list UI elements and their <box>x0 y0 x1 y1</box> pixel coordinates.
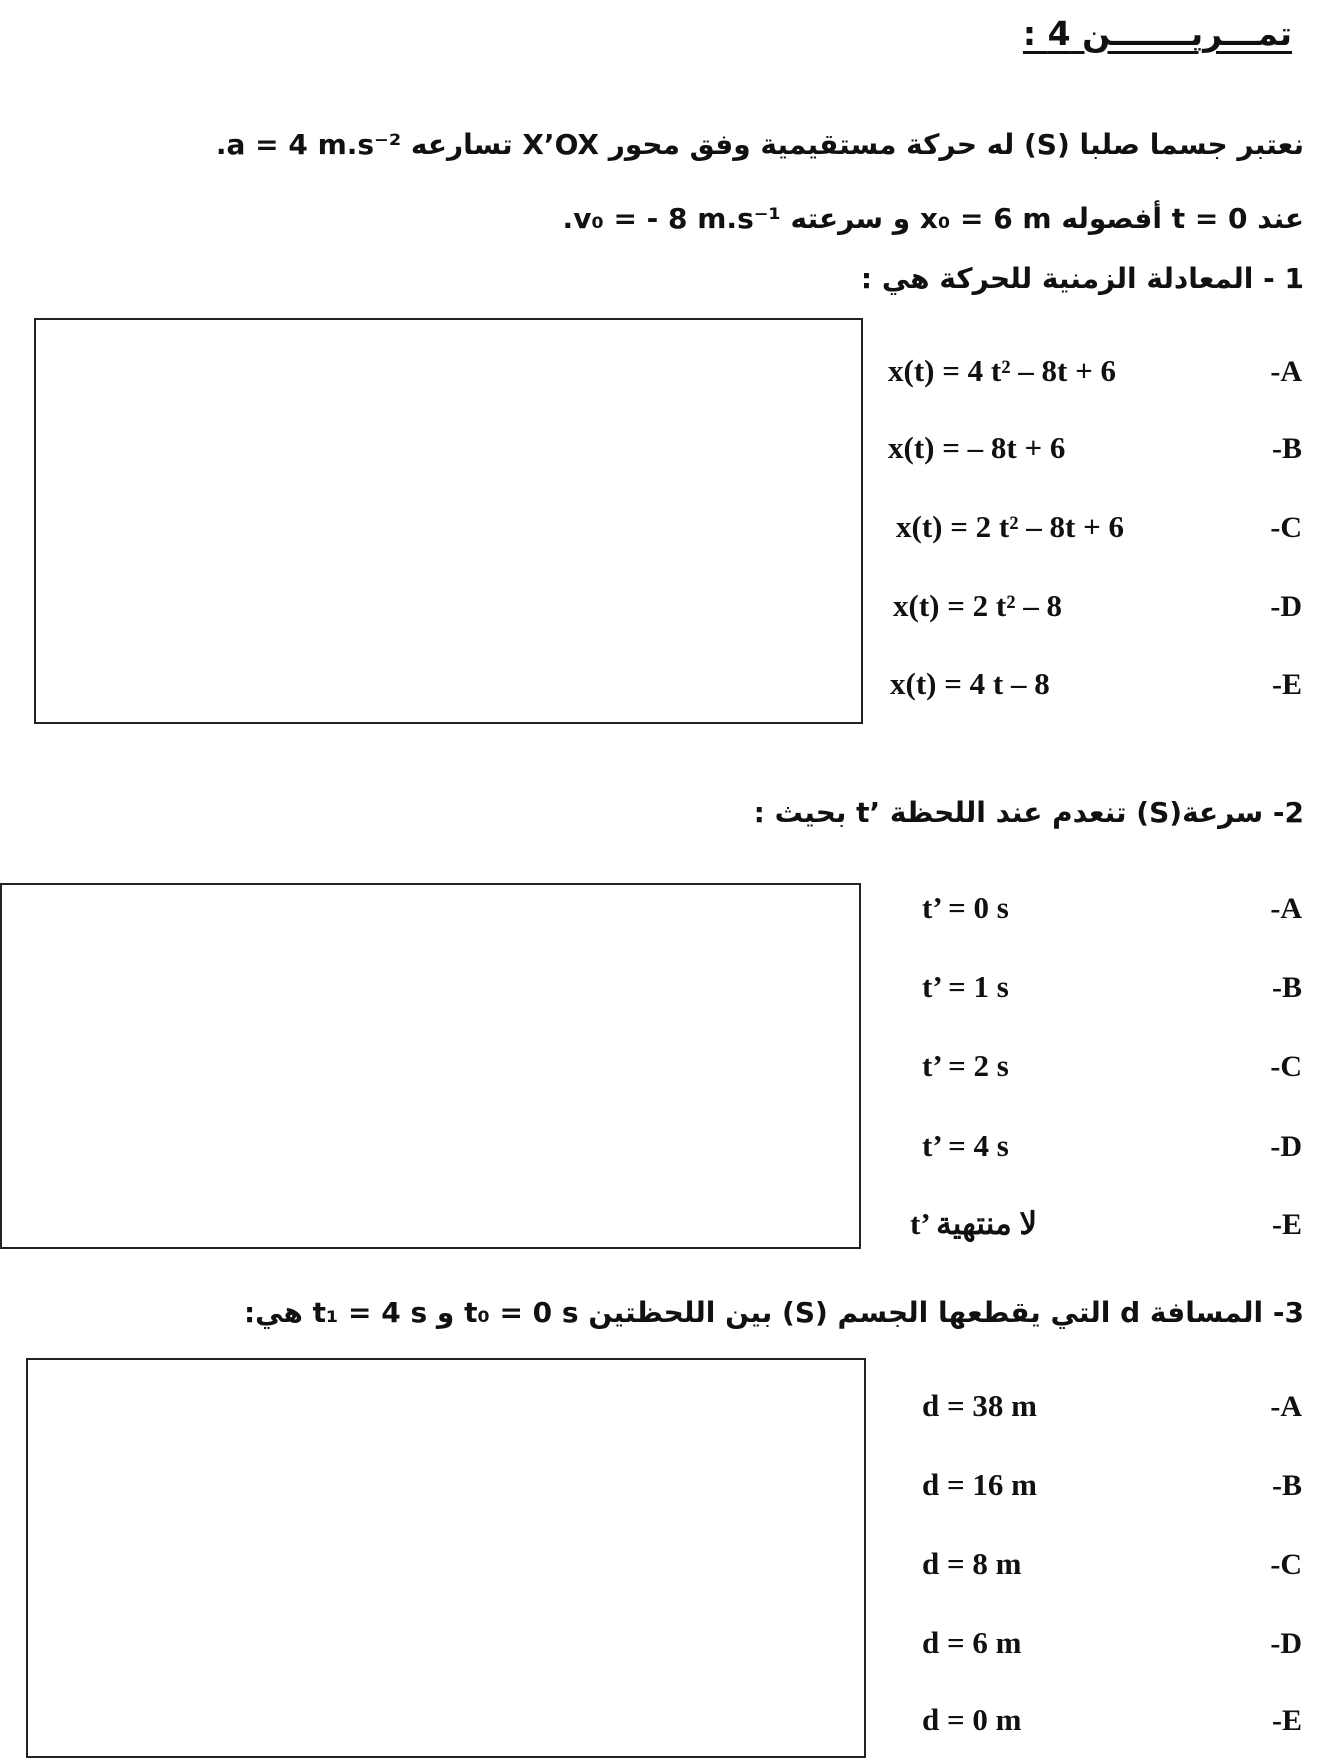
intro-line-1: نعتبر جسما صلبا (S) له حركة مستقيمية وفق محور X’OX تسارعه a = 4 m.s⁻². <box>215 128 1304 161</box>
q3-option-a-letter: -A <box>1270 1390 1302 1423</box>
q3-option-d: d = 6 m <box>922 1625 1022 1660</box>
question-3-prompt: 3- المسافة d التي يقطعها الجسم (S) بين اللحظتين t₀ = 0 s و t₁ = 4 s هي: <box>243 1296 1304 1329</box>
q1-option-a-letter: -A <box>1270 355 1302 388</box>
answer-box-3[interactable] <box>26 1358 866 1758</box>
answer-box-2[interactable] <box>0 883 861 1249</box>
intro-line-2: عند t = 0 أفصوله x₀ = 6 m و سرعته v₀ = - 8 m.s⁻¹. <box>562 202 1304 235</box>
q1-option-c-letter: -C <box>1270 511 1302 544</box>
question-1-prompt: 1 - المعادلة الزمنية للحركة هي : <box>860 262 1304 295</box>
q2-option-d-letter: -D <box>1270 1130 1302 1163</box>
q2-option-b-letter: -B <box>1272 971 1302 1004</box>
q2-option-e: t’ لا منتهية <box>910 1206 1038 1241</box>
q2-option-a: t’ = 0 s <box>922 890 1009 925</box>
q2-option-e-letter: -E <box>1272 1208 1302 1241</box>
question-2-prompt: 2- سرعة(S) تنعدم عند اللحظة ’t بحيث : <box>753 796 1304 829</box>
q2-option-c-letter: -C <box>1270 1050 1302 1083</box>
q3-option-a: d = 38 m <box>922 1388 1037 1423</box>
q3-option-c: d = 8 m <box>922 1546 1022 1581</box>
q2-option-d: t’ = 4 s <box>922 1128 1009 1163</box>
q1-option-c: x(t) = 2 t² – 8t + 6 <box>896 509 1124 544</box>
q3-option-e: d = 0 m <box>922 1702 1022 1737</box>
q2-option-c: t’ = 2 s <box>922 1048 1009 1083</box>
q3-option-b: d = 16 m <box>922 1467 1037 1502</box>
q2-option-b: t’ = 1 s <box>922 969 1009 1004</box>
q3-option-c-letter: -C <box>1270 1548 1302 1581</box>
q1-option-d: x(t) = 2 t² – 8 <box>893 588 1063 623</box>
answer-box-1[interactable] <box>34 318 863 724</box>
exercise-title: تمـــريـــــــن 4 : <box>1022 14 1292 53</box>
q3-option-b-letter: -B <box>1272 1469 1302 1502</box>
q1-option-a: x(t) = 4 t² – 8t + 6 <box>888 353 1116 388</box>
q1-option-e: x(t) = 4 t – 8 <box>890 666 1050 701</box>
q1-option-e-letter: -E <box>1272 668 1302 701</box>
q3-option-d-letter: -D <box>1270 1627 1302 1660</box>
q2-option-a-letter: -A <box>1270 892 1302 925</box>
q1-option-b-letter: -B <box>1272 432 1302 465</box>
q1-option-d-letter: -D <box>1270 590 1302 623</box>
q1-option-b: x(t) = – 8t + 6 <box>888 430 1066 465</box>
q3-option-e-letter: -E <box>1272 1704 1302 1737</box>
